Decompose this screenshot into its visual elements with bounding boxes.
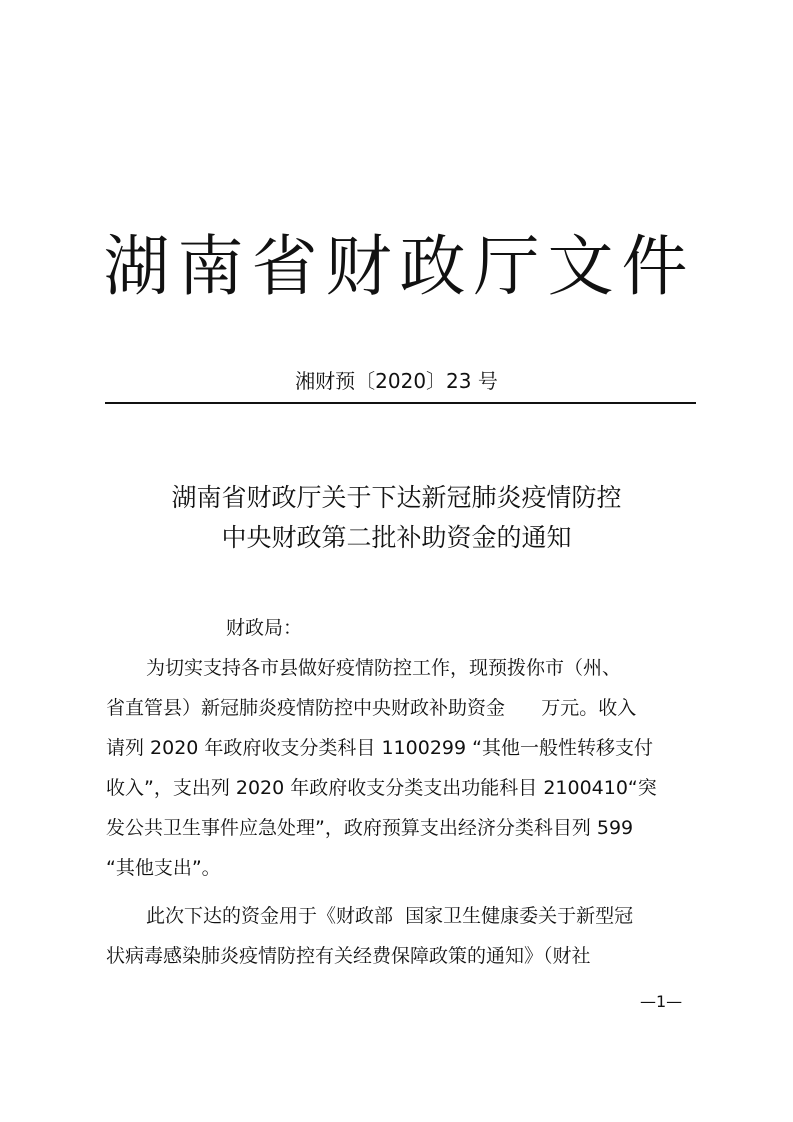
paragraph-2 <box>106 896 696 976</box>
paragraph-line: 收入”，支出列 2020 年政府收支分类支出功能科目 2100410“突 <box>106 777 657 799</box>
document-number: 湘财预〔2020〕23 号 <box>295 369 498 393</box>
notice-title-line-1: 湖南省财政厅关于下达新冠肺炎疫情防控 <box>171 483 622 512</box>
document-body <box>106 608 696 976</box>
header-divider-line <box>105 402 696 404</box>
paragraph-line: 发公共卫生事件应急处理”，政府预算支出经济分类科目列 599 <box>106 817 634 839</box>
paragraph-line: 请列 2020 年政府收支分类科目 1100299 “其他一般性转移支付 <box>106 737 653 759</box>
notice-title <box>0 478 793 558</box>
paragraph-1 <box>106 648 696 888</box>
paragraph-line: 省直管县）新冠肺炎疫情防控中央财政补助资金 万元。收入 <box>106 697 637 719</box>
paragraph-line: 此次下达的资金用于《财政部 国家卫生健康委关于新型冠 <box>146 905 634 927</box>
addressee: 财政局： <box>226 617 303 639</box>
page-number: —1— <box>640 992 683 1011</box>
issuer-header-title: 湖南省财政厅文件 <box>103 228 696 305</box>
paragraph-line: “其他支出”。 <box>106 857 221 879</box>
paragraph-line: 为切实支持各市县做好疫情防控工作，现预拨你市（州、 <box>146 657 622 679</box>
notice-title-line-2: 中央财政第二批补助资金的通知 <box>221 523 572 552</box>
paragraph-line: 状病毒感染肺炎疫情防控有关经费保障政策的通知》（财社 <box>106 945 591 967</box>
